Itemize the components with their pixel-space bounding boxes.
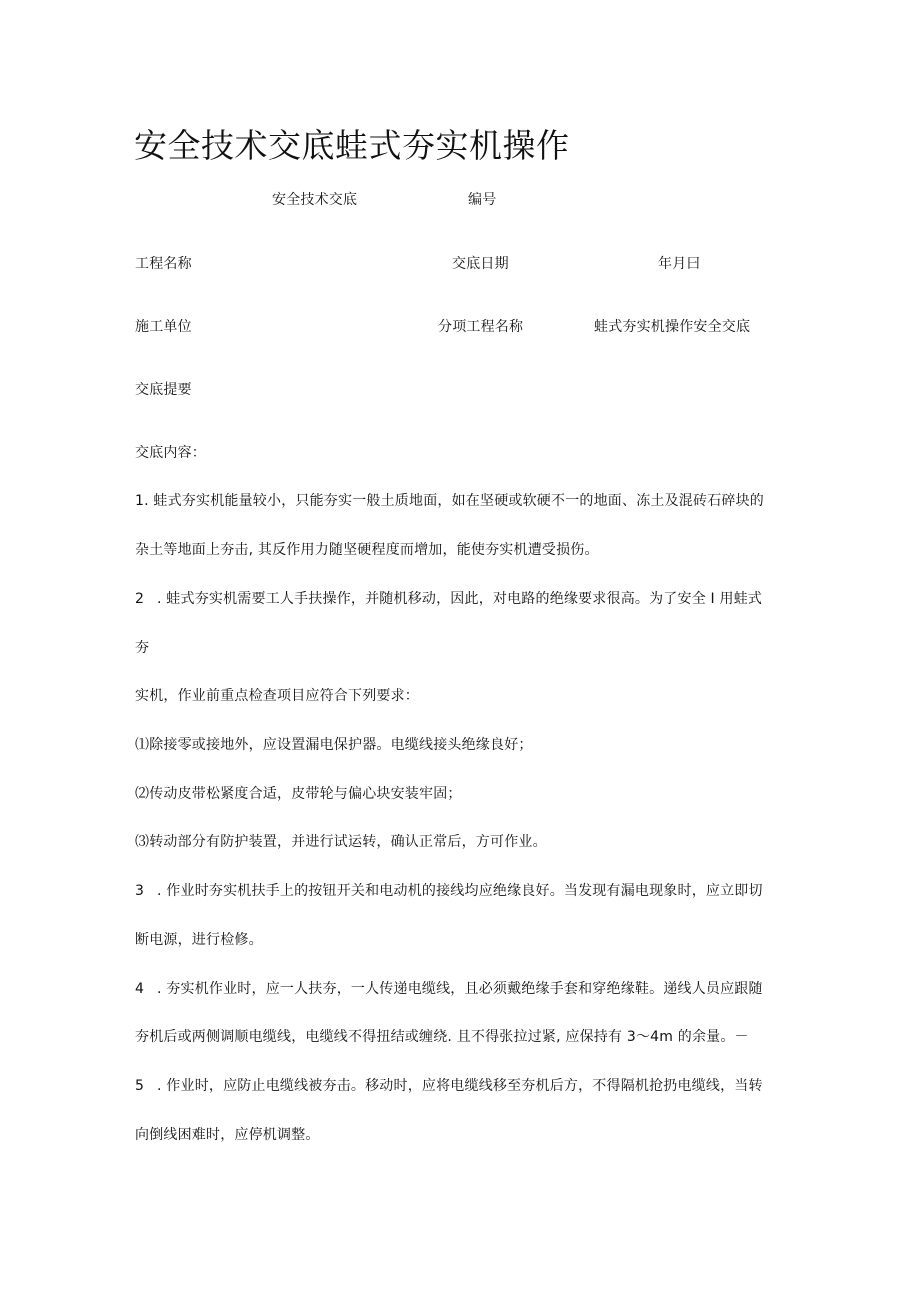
paragraph-2-line-2: 夯	[135, 640, 150, 656]
checklist-item-1: ⑴除接零或接地外，应设置漏电保护器。电缆线接头绝缘良好；	[135, 737, 533, 753]
paragraph-3-line-1	[135, 882, 763, 900]
paragraph-5-line-2: 向倒线困难时，应停机调整。	[135, 1127, 320, 1143]
paragraph-3-line-2: 断电源，进行检修。	[135, 932, 263, 948]
date-value: 年月曰	[658, 256, 701, 272]
paragraph-4-line-1	[135, 980, 763, 998]
summary-label: 交底提要	[135, 382, 192, 398]
paragraph-2-line-3: 实机，作业前重点检查项目应符合下列要求：	[135, 688, 419, 704]
paragraph-5-text: . 作业时，应防止电缆线被夯击。移动时，应将电缆线移至夯机后方，不得隔机抢扔电缆线，当转	[157, 1078, 763, 1094]
paragraph-3-text: . 作业时夯实机扶手上的按钮开关和电动机的接线均应绝缘良好。当发现有漏电现象时，应立即切	[157, 883, 763, 899]
project-name-label: 工程名称	[135, 256, 192, 272]
sub-project-label: 分项工程名称	[438, 319, 524, 335]
paragraph-5-number: 5	[135, 1078, 145, 1094]
paragraph-1-line-2: 杂土等地面上夯击, 其反作用力随坚硬程度而增加，能使夯实机遭受损伤。	[135, 542, 599, 558]
paragraph-3-number: 3	[135, 883, 145, 899]
paragraph-4-number: 4	[135, 981, 145, 997]
paragraph-2-line-1	[135, 590, 762, 608]
paragraph-4-line-2: 夯机后或两侧调顺电缆线，电缆线不得扭结或缠绕. 且不得张拉过紧, 应保持有 3～4m 的余量。－	[135, 1029, 749, 1045]
construction-unit-label: 施工单位	[135, 319, 192, 335]
doc-type-label: 安全技术交底	[272, 192, 358, 208]
paragraph-4-text: . 夯实机作业时，应一人扶夯，一人传递电缆线，且必须戴绝缘手套和穿绝缘鞋。递线人员应跟随	[157, 981, 763, 997]
checklist-item-2: ⑵传动皮带松紧度合适，皮带轮与偏心块安装牢固；	[135, 786, 462, 802]
paragraph-2-text: . 蛙式夯实机需要工人手扶操作，并随机移动，因此，对电路的绝缘要求很高。为了安全 I 用蛙式	[157, 591, 763, 607]
checklist-item-3: ⑶转动部分有防护装置，并进行试运转，确认正常后，方可作业。	[135, 834, 547, 850]
number-label: 编号	[468, 192, 497, 208]
paragraph-5-line-1	[135, 1077, 763, 1095]
paragraph-1-line-1: 1. 蛙式夯实机能量较小，只能夯实一般土质地面，如在坚硬或软硬不一的地面、冻土及混砖石碎块的	[135, 493, 765, 509]
date-label: 交底日期	[452, 256, 509, 272]
document-title: 安全技术交底蛙式夯实机操作	[134, 126, 570, 165]
content-heading: 交底内容：	[135, 445, 206, 461]
paragraph-2-number: 2	[135, 591, 145, 607]
sub-project-value: 蛙式夯实机操作安全交底	[594, 319, 751, 335]
